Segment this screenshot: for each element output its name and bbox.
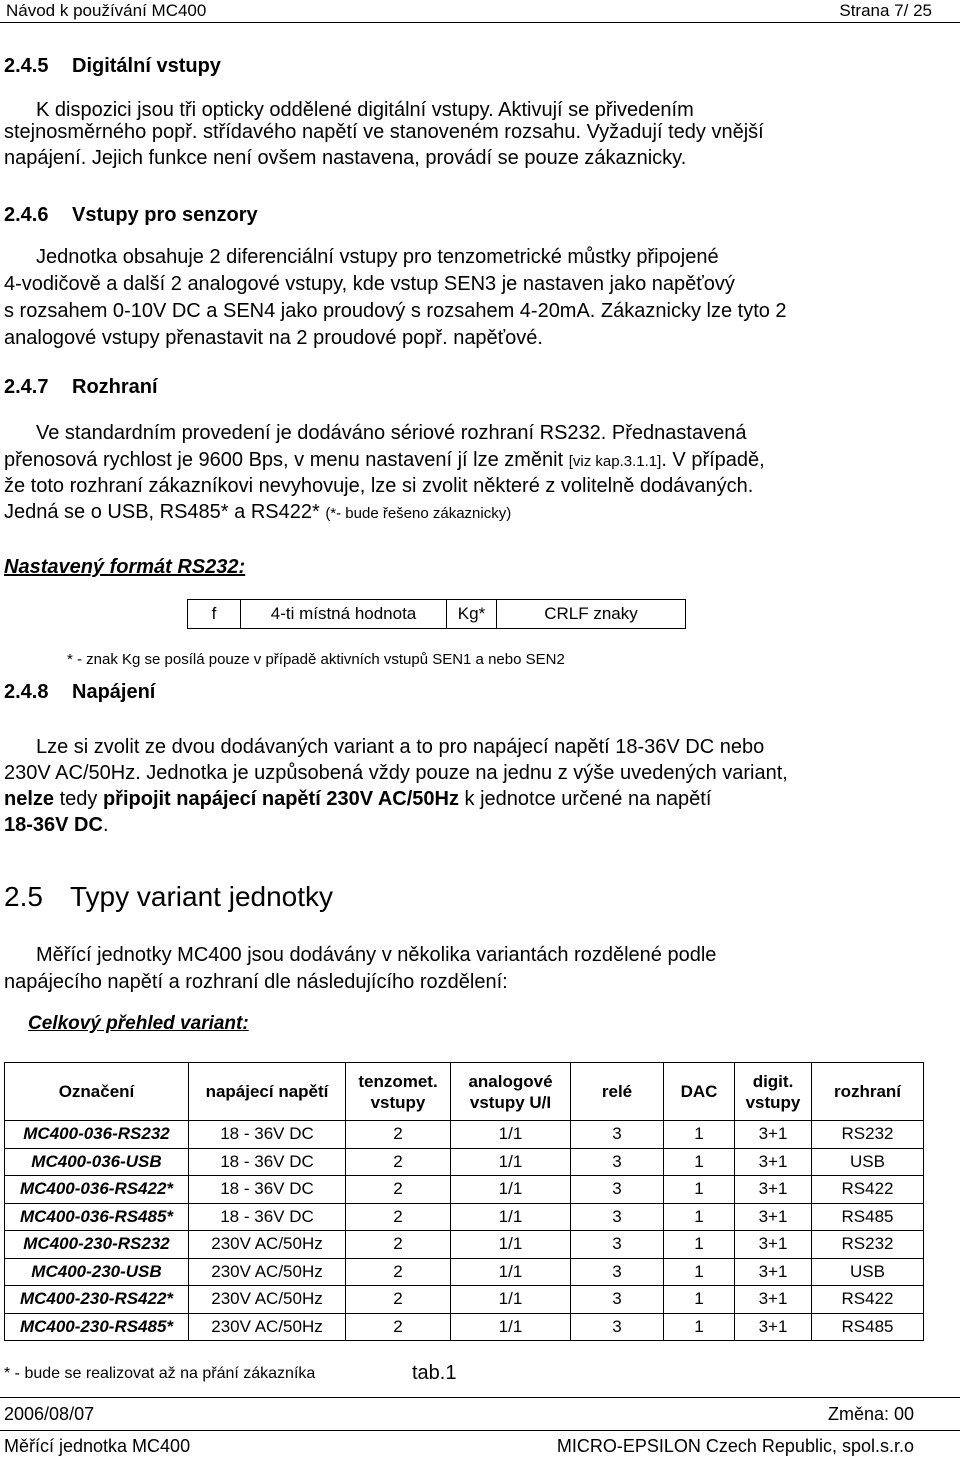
variant-code: MC400-036-RS422* xyxy=(5,1176,189,1204)
table-cell: RS232 xyxy=(812,1231,924,1259)
table-cell: 1/1 xyxy=(451,1286,571,1314)
table-cell: 18 - 36V DC xyxy=(189,1121,346,1149)
table-caption: tab.1 xyxy=(412,1362,457,1384)
table-cell: RS232 xyxy=(812,1121,924,1149)
table-cell: 2 xyxy=(346,1176,451,1204)
para-2-4-8-line2: 230V AC/50Hz. Jednotka je uzpůsobená vždy pouze na jednu z výše uvedených variant, xyxy=(4,762,788,784)
table-cell: 1/1 xyxy=(451,1313,571,1341)
para-2-4-6-line4: analogové vstupy přenastavit na 2 proudové popř. napěťové. xyxy=(4,327,543,349)
table-cell: 1 xyxy=(664,1176,735,1204)
format-title: Nastavený formát RS232: xyxy=(4,556,246,578)
footer-date: 2006/08/07 xyxy=(4,1404,95,1424)
table-cell: 1 xyxy=(664,1313,735,1341)
variant-code: MC400-036-RS485* xyxy=(5,1203,189,1231)
table-cell: 1 xyxy=(664,1258,735,1286)
table-cell: 230V AC/50Hz xyxy=(189,1286,346,1314)
table-cell: 3+1 xyxy=(735,1286,812,1314)
format-cell: CRLF znaky xyxy=(497,600,686,629)
table-cell: RS485 xyxy=(812,1313,924,1341)
table-row xyxy=(5,1313,924,1341)
table-row xyxy=(5,1203,924,1231)
para-2-4-6-line3: s rozsahem 0-10V DC a SEN4 jako proudový s rozsahem 4-20mA. Zákaznicky lze tyto 2 xyxy=(4,300,787,322)
table-cell: 1/1 xyxy=(451,1203,571,1231)
table-cell: 230V AC/50Hz xyxy=(189,1231,346,1259)
footer-company: MICRO-EPSILON Czech Republic, spol.s.r.o xyxy=(556,1436,914,1456)
table-cell: RS485 xyxy=(812,1203,924,1231)
page-number: Strana 7/ 25 xyxy=(839,1,932,20)
format-cell: 4-ti místná hodnota xyxy=(241,600,447,629)
table-row xyxy=(5,1121,924,1149)
heading-2-4-5: 2.4.5 Digitální vstupy xyxy=(4,55,221,77)
heading-2-4-6: 2.4.6 Vstupy pro senzory xyxy=(4,204,258,226)
table-cell: 1 xyxy=(664,1148,735,1176)
table-cell: RS422 xyxy=(812,1286,924,1314)
column-header: Označení xyxy=(5,1063,189,1121)
para-2-5-line1: Měřící jednotky MC400 jsou dodávány v několika variantách rozdělené podle xyxy=(36,944,717,966)
table-cell: 230V AC/50Hz xyxy=(189,1258,346,1286)
heading-2-4-7: 2.4.7 Rozhraní xyxy=(4,376,158,398)
column-header: digit. vstupy xyxy=(735,1063,812,1121)
heading-2-5: 2.5 Typy variant jednotky xyxy=(4,881,334,912)
variant-code: MC400-230-RS485* xyxy=(5,1313,189,1341)
table-cell: 3+1 xyxy=(735,1148,812,1176)
para-2-4-8-line3: nelze tedy připojit napájecí napětí 230V AC/50Hz k jednotce určené na napětí xyxy=(4,788,712,810)
footer-change: Změna: 00 xyxy=(827,1404,914,1424)
column-header: rozhraní xyxy=(812,1063,924,1121)
variant-code: MC400-230-RS422* xyxy=(5,1286,189,1314)
table-cell: 18 - 36V DC xyxy=(189,1203,346,1231)
table-cell: 3 xyxy=(571,1313,664,1341)
variant-code: MC400-036-RS232 xyxy=(5,1121,189,1149)
table-cell: 3 xyxy=(571,1258,664,1286)
table-cell: 3+1 xyxy=(735,1176,812,1204)
table-cell: 3+1 xyxy=(735,1231,812,1259)
footer-divider xyxy=(0,1430,960,1431)
table-cell: 2 xyxy=(346,1203,451,1231)
column-header: relé xyxy=(571,1063,664,1121)
variant-code: MC400-036-USB xyxy=(5,1148,189,1176)
format-cell: Kg* xyxy=(447,600,497,629)
table-row xyxy=(5,1148,924,1176)
table-cell: 3 xyxy=(571,1176,664,1204)
table-cell: 1 xyxy=(664,1286,735,1314)
para-2-4-7-line1: Ve standardním provedení je dodáváno sériové rozhraní RS232. Přednastavená xyxy=(36,422,747,444)
format-cell: f xyxy=(188,600,241,629)
doc-title: Návod k používání MC400 xyxy=(6,1,207,20)
table-cell: 3 xyxy=(571,1231,664,1259)
table-cell: 2 xyxy=(346,1121,451,1149)
table-cell: 3+1 xyxy=(735,1313,812,1341)
table-cell: 2 xyxy=(346,1258,451,1286)
table-cell: 2 xyxy=(346,1313,451,1341)
para-2-4-7-line2: přenosová rychlost je 9600 Bps, v menu nastavení jí lze změnit [viz kap.3.1.1]. V případě, xyxy=(4,449,765,471)
table-cell: 3+1 xyxy=(735,1258,812,1286)
table-cell: 2 xyxy=(346,1148,451,1176)
footer-divider xyxy=(0,1397,960,1398)
column-header: napájecí napětí xyxy=(189,1063,346,1121)
table-row xyxy=(5,1176,924,1204)
table-cell: 1/1 xyxy=(451,1231,571,1259)
para-2-4-7-line4: Jedná se o USB, RS485* a RS422* (*- bude řešeno zákaznicky) xyxy=(4,501,512,523)
column-header: analogové vstupy U/I xyxy=(451,1063,571,1121)
variant-code: MC400-230-RS232 xyxy=(5,1231,189,1259)
table-cell: USB xyxy=(812,1258,924,1286)
variant-code: MC400-230-USB xyxy=(5,1258,189,1286)
table-row xyxy=(5,1231,924,1259)
table-cell: 3+1 xyxy=(735,1203,812,1231)
variants-footnote: * - bude se realizovat až na přání zákazníka xyxy=(4,1365,316,1382)
variants-table xyxy=(4,1062,924,1341)
table-cell: 3 xyxy=(571,1286,664,1314)
table-row xyxy=(5,1286,924,1314)
column-header: tenzomet. vstupy xyxy=(346,1063,451,1121)
para-2-4-7-line3: že toto rozhraní zákazníkovi nevyhovuje, lze si zvolit některé z volitelně dodávaných. xyxy=(4,475,754,497)
table-cell: 1/1 xyxy=(451,1121,571,1149)
table-cell: 2 xyxy=(346,1231,451,1259)
table-cell: USB xyxy=(812,1148,924,1176)
para-2-5-line2: napájecího napětí a rozhraní dle následujícího rozdělení: xyxy=(4,971,508,993)
para-2-4-8-line1: Lze si zvolit ze dvou dodávaných variant a to pro napájecí napětí 18-36V DC nebo xyxy=(36,736,765,758)
table-cell: 18 - 36V DC xyxy=(189,1176,346,1204)
table-cell: 1 xyxy=(664,1121,735,1149)
para-2-4-5-line3: napájení. Jejich funkce není ovšem nastavena, provádí se pouze zákaznicky. xyxy=(4,147,687,169)
table-cell: 230V AC/50Hz xyxy=(189,1313,346,1341)
para-2-4-5-line1: K dispozici jsou tři opticky oddělené digitální vstupy. Aktivují se přivedením xyxy=(36,99,694,121)
para-2-4-6-line2: 4-vodičově a další 2 analogové vstupy, kde vstup SEN3 je nastaven jako napěťový xyxy=(4,273,735,295)
table-cell: 1 xyxy=(664,1203,735,1231)
variants-subtitle: Celkový přehled variant: xyxy=(28,1013,249,1034)
para-2-4-5-line2: stejnosměrného popř. střídavého napětí ve stanoveném rozsahu. Vyžadují tedy vnější xyxy=(4,121,764,143)
para-2-4-8-line4: 18-36V DC. xyxy=(4,814,109,836)
column-header: DAC xyxy=(664,1063,735,1121)
table-cell: 3 xyxy=(571,1203,664,1231)
table-cell: 1/1 xyxy=(451,1176,571,1204)
table-row xyxy=(5,1258,924,1286)
table-cell: 3+1 xyxy=(735,1121,812,1149)
format-note: * - znak Kg se posílá pouze v případě aktivních vstupů SEN1 a nebo SEN2 xyxy=(67,651,565,668)
table-cell: 3 xyxy=(571,1121,664,1149)
chapter-reference: [viz kap.3.1.1] xyxy=(568,453,662,470)
table-cell: RS422 xyxy=(812,1176,924,1204)
table-cell: 2 xyxy=(346,1286,451,1314)
para-2-4-6-line1: Jednotka obsahuje 2 diferenciální vstupy pro tenzometrické můstky připojené xyxy=(36,246,719,268)
table-header-row xyxy=(5,1063,924,1121)
table-cell: 18 - 36V DC xyxy=(189,1148,346,1176)
table-cell: 1/1 xyxy=(451,1148,571,1176)
rs232-format-table xyxy=(187,599,686,629)
table-cell: 1 xyxy=(664,1231,735,1259)
page-header xyxy=(0,0,960,23)
table-cell: 3 xyxy=(571,1148,664,1176)
heading-2-4-8: 2.4.8 Napájení xyxy=(4,681,156,703)
table-cell: 1/1 xyxy=(451,1258,571,1286)
footer-device: Měřící jednotka MC400 xyxy=(4,1436,191,1456)
